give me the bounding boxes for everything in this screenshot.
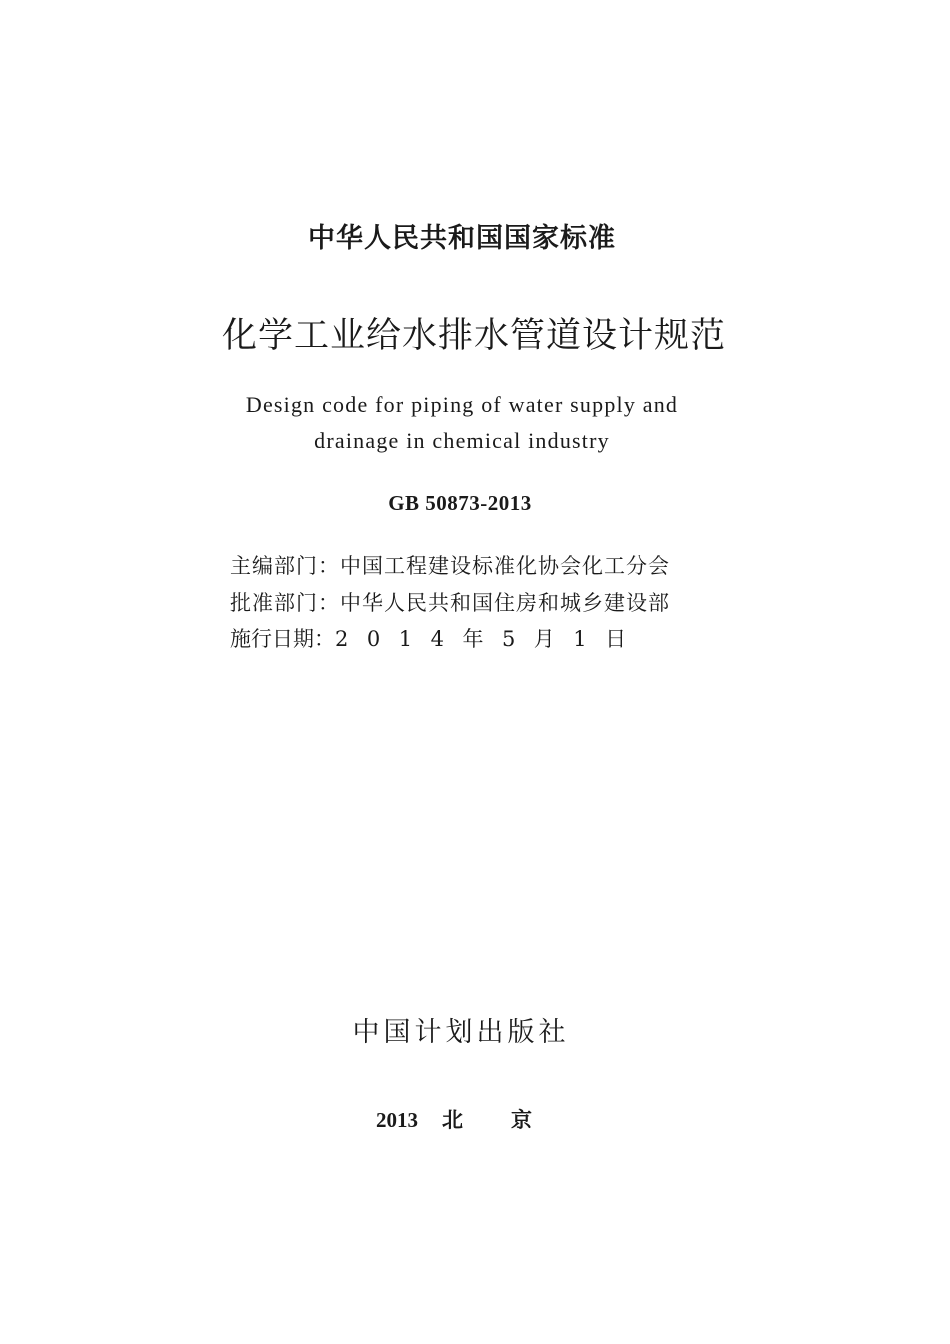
document-title-en-line2: drainage in chemical industry (314, 428, 610, 453)
publisher: 中国计划出版社 (352, 1017, 570, 1048)
publication-place (376, 1104, 580, 1134)
editor-label: 主编部门： (230, 554, 340, 578)
publication-year: 2013 (376, 1108, 418, 1132)
standard-code: GB 50873-2013 (388, 491, 532, 515)
date-label: 施行日期： (230, 627, 335, 651)
editor-value: 中国工程建设标准化协会化工分会 (340, 554, 670, 578)
approver-label: 批准部门： (230, 591, 340, 615)
standard-type: 中华人民共和国国家标准 (308, 223, 616, 254)
document-title-en-line1: Design code for piping of water supply and (245, 392, 679, 417)
effective-date (230, 623, 645, 653)
approver-department (230, 587, 670, 617)
date-value: 2014年5月1日 (335, 627, 645, 651)
approver-value: 中华人民共和国住房和城乡建设部 (340, 591, 670, 615)
editor-department (230, 550, 670, 580)
document-title-cn: 化学工业给水排水管道设计规范 (221, 316, 726, 356)
publication-city: 北京 (442, 1108, 580, 1132)
